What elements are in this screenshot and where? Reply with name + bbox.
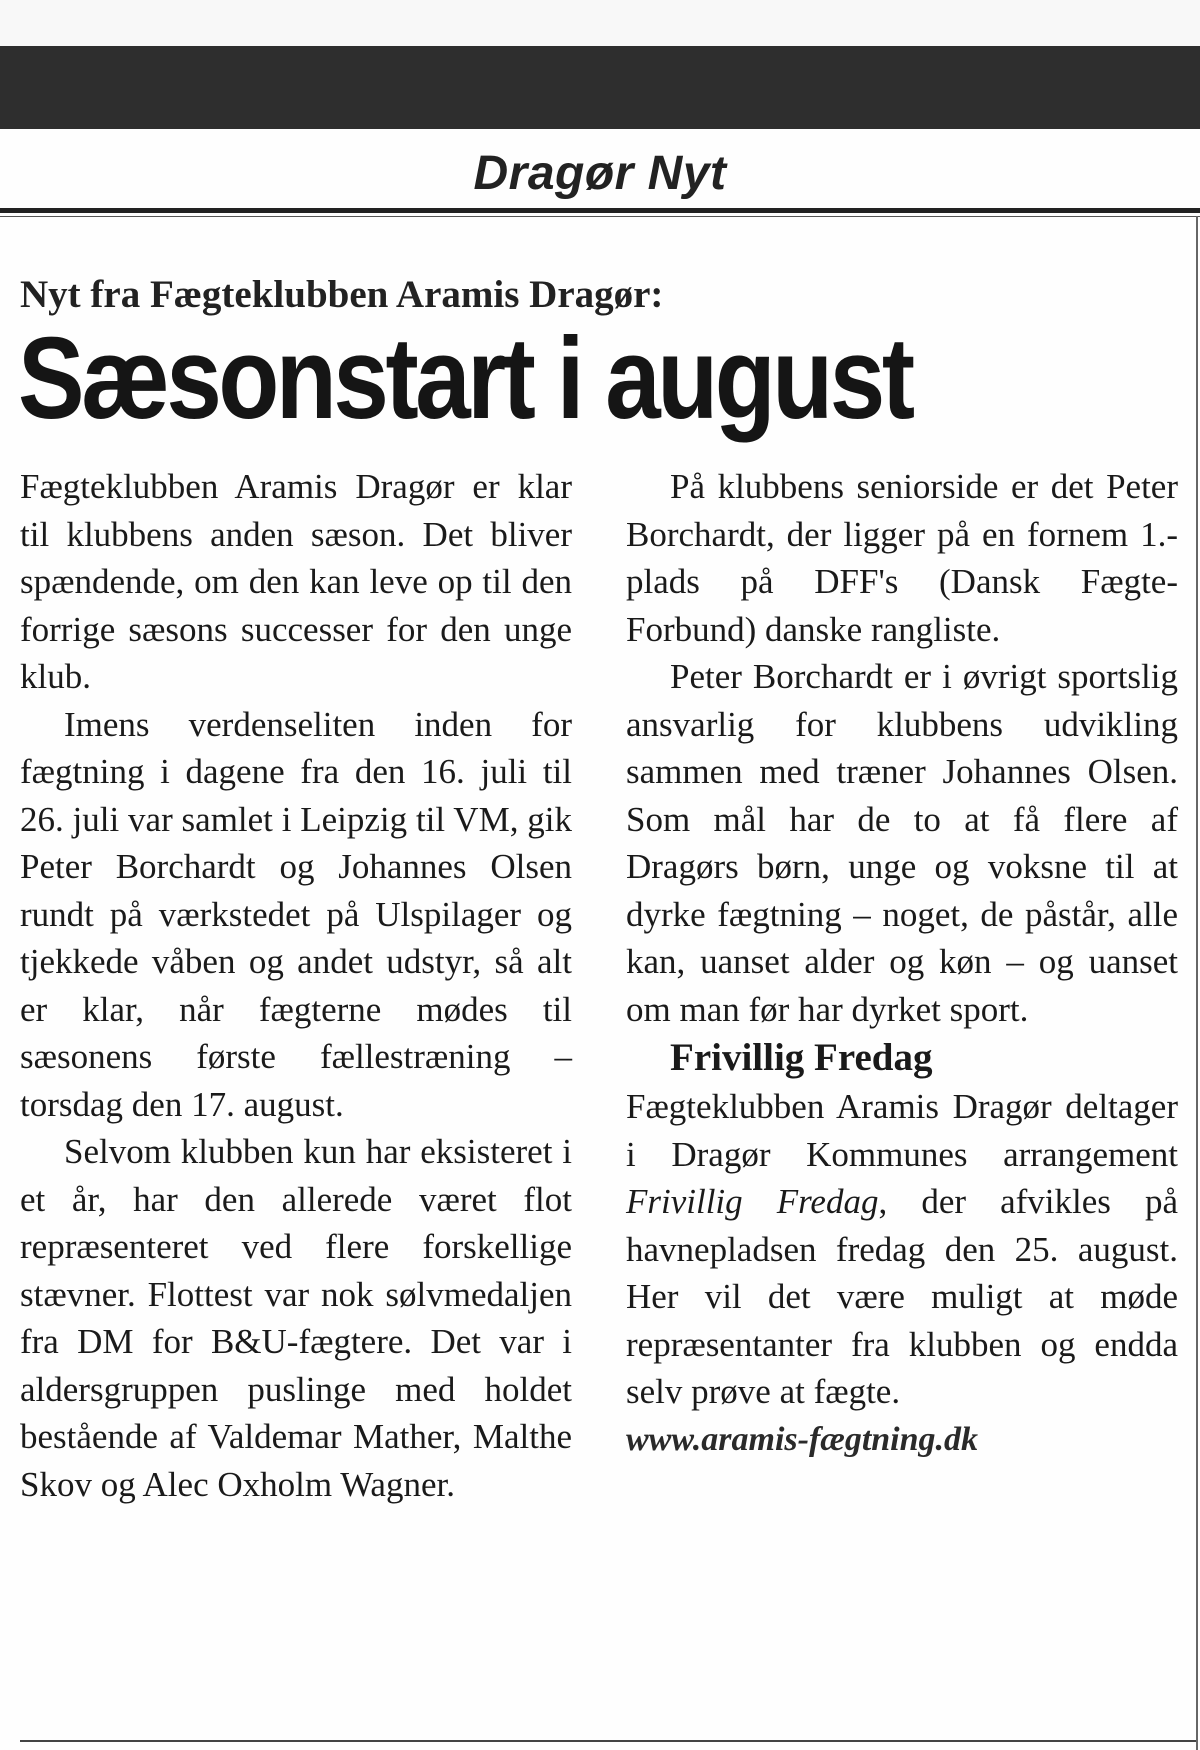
- section-subheading: Frivillig Fredag: [670, 1036, 933, 1079]
- event-name: Frivillig Fredag: [626, 1182, 879, 1221]
- paragraph: [626, 1083, 1178, 1416]
- masthead-rule: [0, 208, 1200, 213]
- masthead-rule-thin: [0, 216, 1200, 217]
- masthead-title: Dragør Nyt: [473, 147, 727, 200]
- article-headline: Sæsonstart i august: [18, 313, 912, 443]
- paragraph: Imens verdenseliten inden for fægtning i dagene fra den 16. juli til 26. juli var samlet i Leipzig til VM, gik Peter Borchardt og Johannes Olsen rundt på værkstedet på Ulspilager og tjekkede våben og andet udstyr, så alt er klar, når fægterne mødes til sæsonens første fællestræning – torsdag den 17. august.: [20, 704, 572, 1124]
- top-margin: [0, 0, 1200, 46]
- paragraph: Fægteklubben Aramis Dragør er klar til klubbens anden sæson. Det bliver spændende, om den kan leve op til den forrige sæsons successer for den unge klub.: [20, 467, 572, 696]
- paragraph: På klubbens seniorside er det Peter Borchardt, der ligger på en fornem 1.-plads på DFF's (Dansk Fægte-Forbund) danske rangliste.: [626, 467, 1178, 649]
- article-kicker: Nyt fra Fægteklubben Aramis Dragør:: [20, 273, 664, 316]
- paragraph: Peter Borchardt er i øvrigt sportslig ansvarlig for klubbens udvikling sammen med træner Johannes Olsen. Som mål har de to at få flere af Dragørs børn, unge og voksne til at dyrke fægtning – noget, de påstår, alle kan, uanset alder og køn – og uanset om man før har dyrket sport.: [626, 657, 1178, 1029]
- bottom-rule: [20, 1740, 1196, 1742]
- paragraph-text: , der afvikles på havnepladsen fredag den 25. august. Her vil det være muligt at møde repræsentanter fra klubben og endda selv prøve at fægte.: [626, 1182, 1178, 1411]
- header-bar: [0, 46, 1200, 129]
- page-edge: [1196, 216, 1198, 1750]
- paragraph: Selvom klubben kun har eksisteret i et år, har den allerede været flot repræsenteret ved flere forskellige stævner. Flottest var nok sølvmedaljen fra DM for B&U-fægtere. Det var i aldersgruppen puslinge med holdet bestående af Valdemar Mather, Malthe Skov og Alec Oxholm Wagner.: [20, 1132, 572, 1504]
- article-column-left: [20, 463, 572, 1508]
- club-website-link[interactable]: www.aramis-fægtning.dk: [626, 1420, 979, 1458]
- article-column-right: [626, 463, 1178, 1463]
- paragraph-text: Fægteklubben Aramis Dragør deltager i Dragør Kommunes arrangement: [626, 1087, 1178, 1174]
